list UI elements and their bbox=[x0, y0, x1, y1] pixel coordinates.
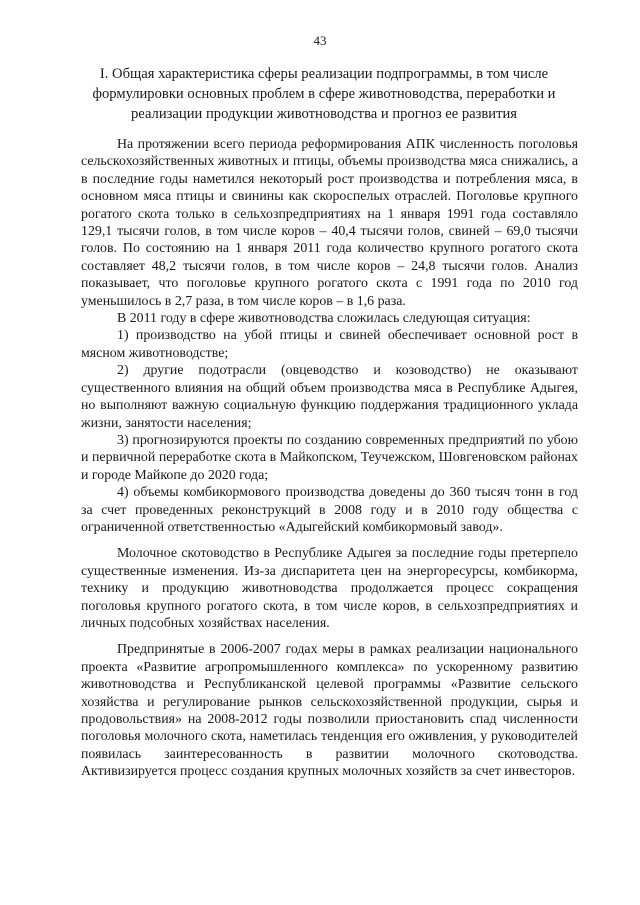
list-item-1: 1) производство на убой птицы и свиней обеспечивает основной рост в мясном животноводстве; bbox=[81, 328, 578, 361]
body-text bbox=[81, 136, 578, 781]
list-item-3: 3) прогнозируются проекты по созданию современных предприятий по убою и первичной переработке скота в Майкопском, Теучежском, Шовгеновском районах и городе Майкопе до 2020 года; bbox=[81, 432, 578, 483]
section-heading: I. Общая характеристика сферы реализации подпрограммы, в том числе формулировки основных проблем в сфере животноводства, переработки и реализации продукции животноводства и прогноз ее развития bbox=[92, 66, 556, 122]
paragraph-dairy: Молочное скотоводство в Республике Адыгея за последние годы претерпело существенные изменения. Из-за диспаритета цен на энергоресурсы, комбикорма, технику и продукцию животноводства продолжается процесс сокращения поголовья крупного рогатого скота, в том числе коров, в сельхозпредприятиях и личных подсобных хозяйствах населения. bbox=[81, 546, 578, 631]
paragraph-measures: Предпринятые в 2006-2007 годах меры в рамках реализации национального проекта «Развитие агропромышленного комплекса» по ускоренному развитию животноводства и Республиканской целевой программы «Развитие сельского хозяйства и регулирование рынков сельскохозяйственной продукции, сырья и продовольствия» на 2008-2012 годы позволили приостановить спад численности поголовья молочного скота, наметилась тенденция его оживления, у руководителей появилась заинтересованность в развитии молочного скотоводства. Активизируется процесс создания крупных молочных хозяйств за счет инвесторов. bbox=[81, 642, 578, 780]
page-number: 43 bbox=[313, 33, 327, 48]
list-item-4: 4) объемы комбикормового производства доведены до 360 тысяч тонн в год за счет проведенных реконструкций в 2008 году и в 2010 году общества с ограниченной ответственностью «Адыгейский комбикормовый завод». bbox=[81, 485, 578, 535]
paragraph-situation-intro: В 2011 году в сфере животноводства сложилась следующая ситуация: bbox=[117, 311, 531, 327]
list-item-2: 2) другие подотрасли (овцеводство и козоводство) не оказывают существенного влияния на общий объем производства мяса в Республике Адыгея, но выполняют важную социальную функцию поддержания традиционного уклада жизни, занятости населения; bbox=[81, 363, 578, 431]
paragraph-livestock-decline: На протяжении всего периода реформирования АПК численность поголовья сельскохозяйственных животных и птицы, объемы производства мяса снижались, а в последние годы наметился некоторый рост производства и потребления мяса, в основном мяса птицы и свинины как скороспелых отраслей. Поголовье крупного рогатого скота только в сельхозпредприятиях на 1 января 1991 года составляло 129,1 тысячи голов, в том числе коров – 40,4 тысячи голов, свиней – 69,0 тысячи голов. По состоянию на 1 января 2011 года количество крупного рогатого скота составляет 48,2 тысячи голов, в том числе коров – 24,8 тысячи голов. Анализ показывает, что поголовье крупного рогатого скота с 1991 года по 2010 год уменьшилось в 2,7 раза, в том числе коров – в 1,6 раза. bbox=[81, 137, 578, 309]
